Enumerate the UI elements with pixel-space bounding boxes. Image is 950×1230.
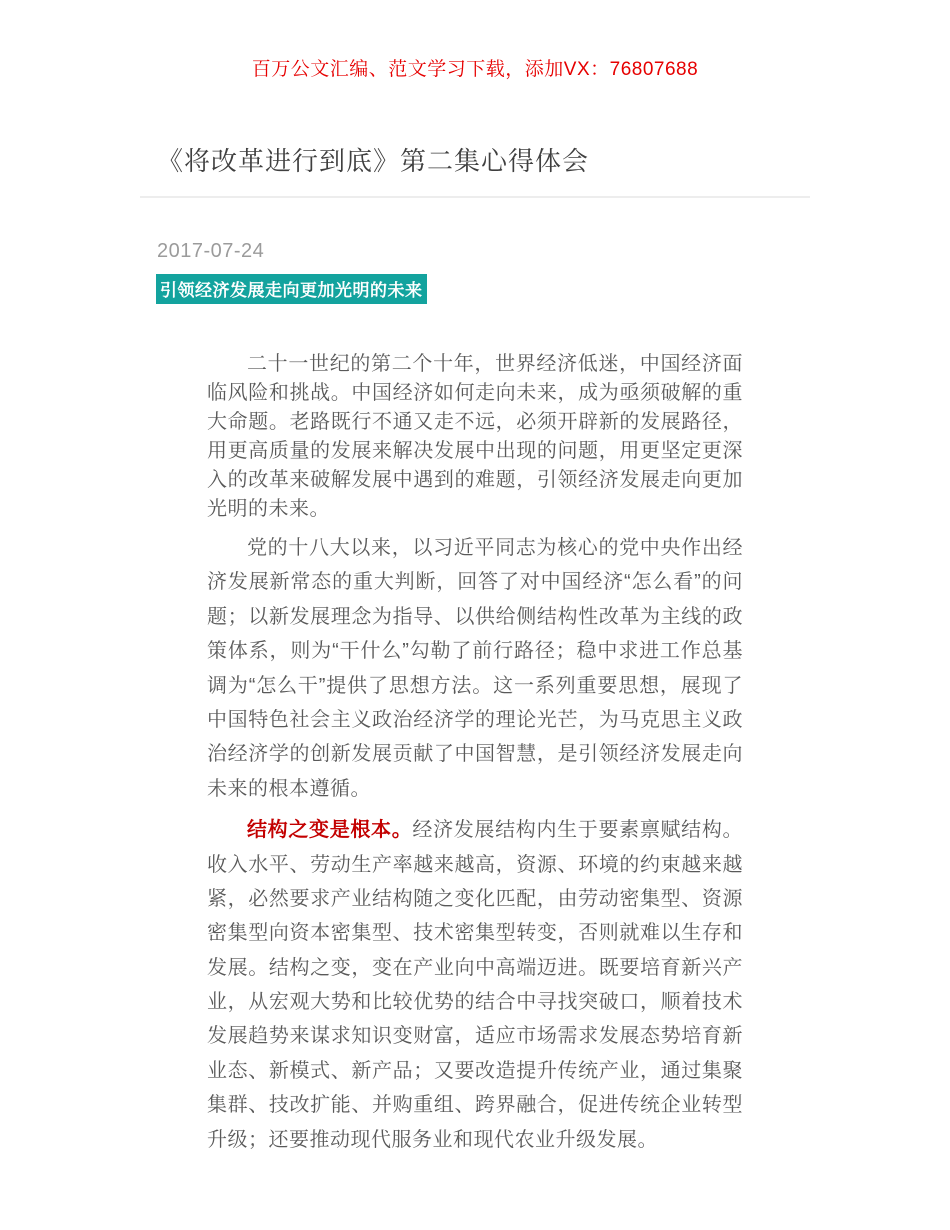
- paragraph: 二十一世纪的第二个十年，世界经济低迷，中国经济面临风险和挑战。中国经济如何走向未来，成为亟须破解的重大命题。老路既行不通又走不远，必须开辟新的发展路径，用更高质量的发展来解决发展中出现的问题，用更坚定更深入的改革来破解发展中遇到的难题，引领经济发展走向更加光明的未来。: [207, 353, 743, 520]
- title-divider: [140, 196, 810, 198]
- paragraph-lead: 结构之变是根本。: [247, 819, 413, 842]
- paragraph: 党的十八大以来，以习近平同志为核心的党中央作出经济发展新常态的重大判断，回答了对中国经济“怎么看”的问题；以新发展理念为指导、以供给侧结构性改革为主线的政策体系，则为“干什么”勾勒了前行路径；稳中求进工作总基调为“怎么干”提供了思想方法。这一系列重要思想，展现了中国特色社会主义政治经济学的理论光芒，为马克思主义政治经济学的创新发展贡献了中国智慧，是引领经济发展走向未来的根本遵循。: [207, 537, 743, 800]
- promo-banner: 百万公文汇编、范文学习下载，添加VX：76807688: [251, 59, 699, 80]
- article-subtitle-highlight: 引领经济发展走向更加光明的未来: [156, 274, 427, 304]
- subtitle-row: [156, 274, 810, 304]
- paragraph-text: 经济发展结构内生于要素禀赋结构。收入水平、劳动生产率越来越高，资源、环境的约束越来越紧，必然要求产业结构随之变化匹配，由劳动密集型、资源密集型向资本密集型、技术密集型转变，否则就难以生存和发展。结构之变，变在产业向中高端迈进。既要培育新兴产业，从宏观大势和比较优势的结合中寻找突破口，顺着技术发展趋势来谋求知识变财富，适应市场需求发展态势培育新业态、新模式、新产品；又要改造提升传统产业，通过集聚集群、技改扩能、并购重组、跨界融合，促进传统企业转型升级；还要推动现代服务业和现代农业升级发展。: [207, 819, 744, 1151]
- article-body: [140, 350, 810, 1157]
- article-title: 《将改革进行到底》第二集心得体会: [157, 146, 590, 176]
- paragraph: [207, 813, 743, 1157]
- article-date: 2017-07-24: [157, 240, 265, 262]
- article: [140, 141, 810, 1157]
